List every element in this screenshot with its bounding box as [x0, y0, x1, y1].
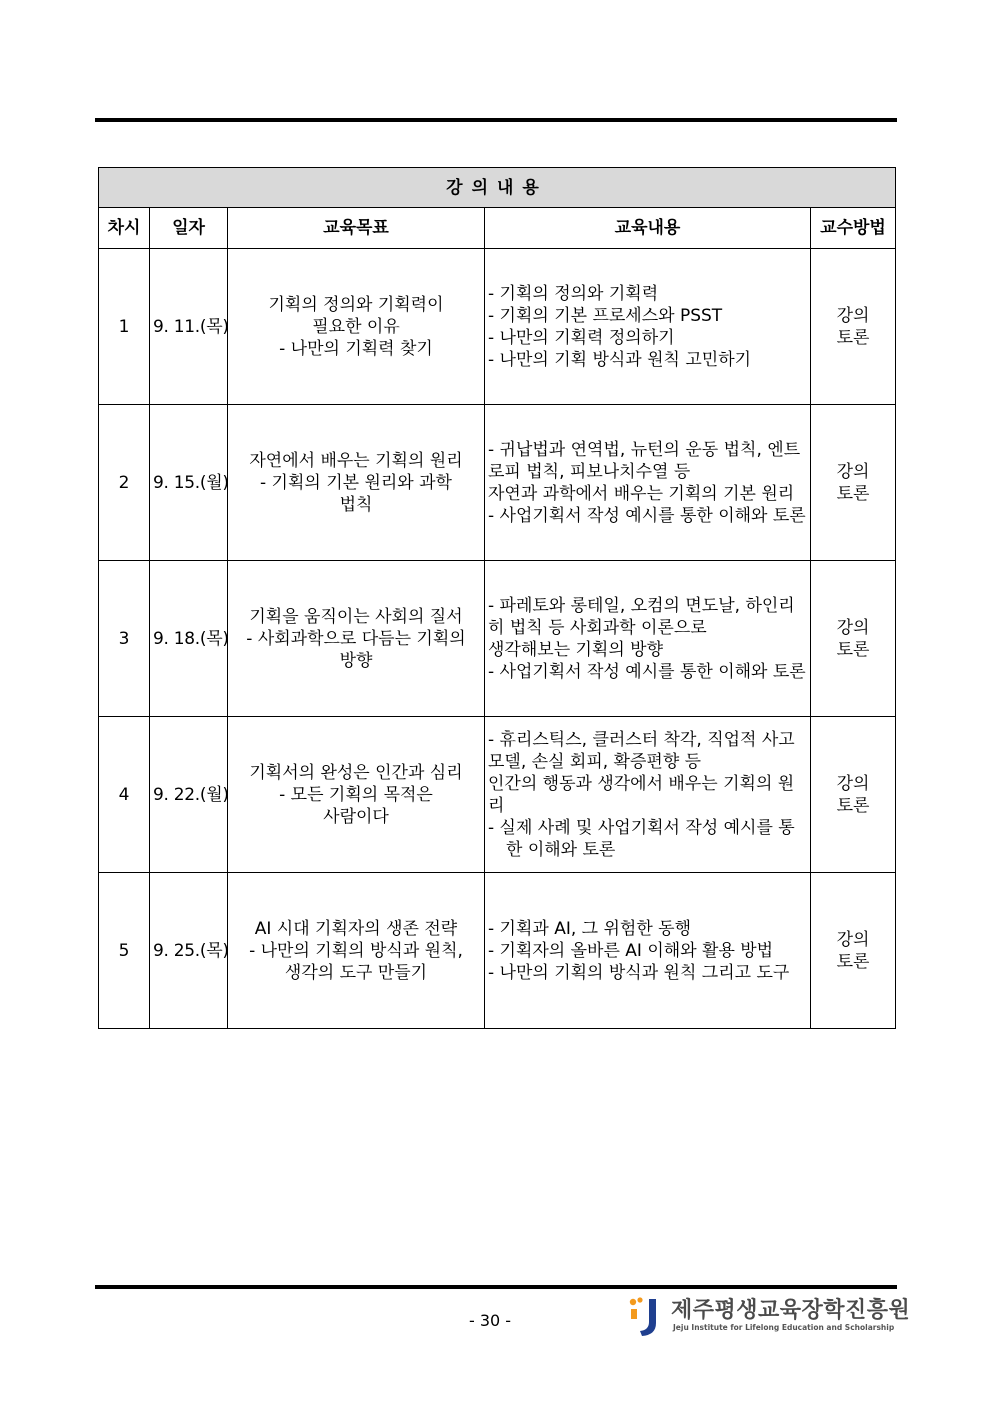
session-goal — [228, 405, 485, 561]
session-method — [811, 873, 896, 1029]
goal-line: 필요한 이유 — [312, 316, 400, 337]
session-goal — [228, 561, 485, 717]
content-item: - 나만의 기획 방식과 원칙 고민하기 — [488, 349, 752, 370]
table-title: 강의내용 — [99, 168, 896, 208]
session-content — [485, 717, 811, 873]
method-line: 토론 — [836, 951, 870, 972]
logo-mark-icon — [625, 1295, 665, 1337]
content-item: - 파레토와 롱테일, 오컴의 면도날, 하인리히 법칙 등 사회과학 이론으로 — [488, 595, 795, 638]
header-content: 교육내용 — [485, 208, 811, 249]
content-item: - 기획의 기본 프로세스와 PSST — [488, 305, 723, 326]
method-line: 토론 — [836, 483, 870, 504]
content-item: - 실제 사례 및 사업기획서 작성 예시를 통한 이해와 토론 — [488, 817, 795, 860]
goal-line: - 나만의 기획의 방식과 원칙, — [249, 940, 463, 961]
content-item: 생각해보는 기획의 방향 — [488, 639, 664, 660]
session-date: 9. 15.(월) — [150, 405, 228, 561]
method-line: 토론 — [836, 639, 870, 660]
header-row — [99, 208, 896, 249]
table-row — [99, 249, 896, 405]
header-goal: 교육목표 — [228, 208, 485, 249]
method-line: 강의 — [836, 305, 870, 326]
goal-line: 기획을 움직이는 사회의 질서 — [249, 606, 463, 627]
session-method — [811, 717, 896, 873]
page-number: - 30 - — [468, 1311, 512, 1330]
method-line: 강의 — [836, 773, 870, 794]
session-date: 9. 11.(목) — [150, 249, 228, 405]
goal-line: 사람이다 — [323, 806, 389, 827]
goal-line: 자연에서 배우는 기획의 원리 — [249, 450, 463, 471]
session-method — [811, 405, 896, 561]
table-row — [99, 873, 896, 1029]
session-number: 2 — [99, 405, 150, 561]
goal-line: 법칙 — [339, 494, 373, 515]
method-line: 토론 — [836, 327, 870, 348]
content-item: - 나만의 기획력 정의하기 — [488, 327, 675, 348]
content-item: - 사업기획서 작성 예시를 통한 이해와 토론 — [488, 661, 806, 682]
goal-line: AI 시대 기획자의 생존 전략 — [254, 918, 458, 939]
goal-line: 방향 — [339, 650, 373, 671]
lecture-schedule-table — [98, 167, 896, 1029]
method-line: 토론 — [836, 795, 870, 816]
content-item: - 사업기획서 작성 예시를 통한 이해와 토론 — [488, 505, 806, 526]
session-content — [485, 873, 811, 1029]
method-line: 강의 — [836, 929, 870, 950]
table-row — [99, 405, 896, 561]
header-date: 일자 — [150, 208, 228, 249]
session-number: 4 — [99, 717, 150, 873]
session-method — [811, 561, 896, 717]
method-line: 강의 — [836, 461, 870, 482]
goal-line: 생각의 도구 만들기 — [284, 962, 428, 983]
organization-name-english: Jeju Institute for Lifelong Education and Scholarship — [673, 1323, 895, 1332]
goal-line: - 사회과학으로 다듬는 기획의 — [246, 628, 466, 649]
content-item: 인간의 행동과 생각에서 배우는 기획의 원리 — [488, 773, 795, 816]
session-content — [485, 405, 811, 561]
session-number: 1 — [99, 249, 150, 405]
goal-line: - 모든 기획의 목적은 — [279, 784, 433, 805]
session-content — [485, 561, 811, 717]
organization-logo — [625, 1293, 911, 1341]
session-number: 3 — [99, 561, 150, 717]
session-goal — [228, 873, 485, 1029]
goal-line: - 나만의 기획력 찾기 — [279, 338, 433, 359]
content-item: - 기획자의 올바른 AI 이해와 활용 방법 — [488, 940, 774, 961]
session-date: 9. 25.(목) — [150, 873, 228, 1029]
session-goal — [228, 249, 485, 405]
method-line: 강의 — [836, 617, 870, 638]
organization-name: 제주평생교육장학진흥원 — [671, 1298, 911, 1323]
table-row — [99, 561, 896, 717]
content-item: - 휴리스틱스, 클러스터 착각, 직업적 사고 모델, 손실 회피, 확증편향 등 — [488, 729, 795, 772]
content-item: - 기획과 AI, 그 위험한 동행 — [488, 918, 691, 939]
session-number: 5 — [99, 873, 150, 1029]
header-no: 차시 — [99, 208, 150, 249]
content-item: 자연과 과학에서 배우는 기획의 기본 원리 — [488, 483, 795, 504]
session-date: 9. 22.(월) — [150, 717, 228, 873]
session-method — [811, 249, 896, 405]
session-content — [485, 249, 811, 405]
content-item: - 나만의 기획의 방식과 원칙 그리고 도구 — [488, 962, 790, 983]
content-item: - 귀납법과 연역법, 뉴턴의 운동 법칙, 엔트로피 법칙, 피보나치수열 등 — [488, 439, 801, 482]
header-method: 교수방법 — [811, 208, 896, 249]
goal-line: 기획의 정의와 기획력이 — [268, 294, 444, 315]
table-row — [99, 717, 896, 873]
goal-line: - 기획의 기본 원리와 과학 — [260, 472, 452, 493]
session-goal — [228, 717, 485, 873]
goal-line: 기획서의 완성은 인간과 심리 — [249, 762, 463, 783]
session-date: 9. 18.(목) — [150, 561, 228, 717]
bottom-rule — [95, 1285, 897, 1289]
top-rule — [95, 118, 897, 122]
content-item: - 기획의 정의와 기획력 — [488, 283, 659, 304]
